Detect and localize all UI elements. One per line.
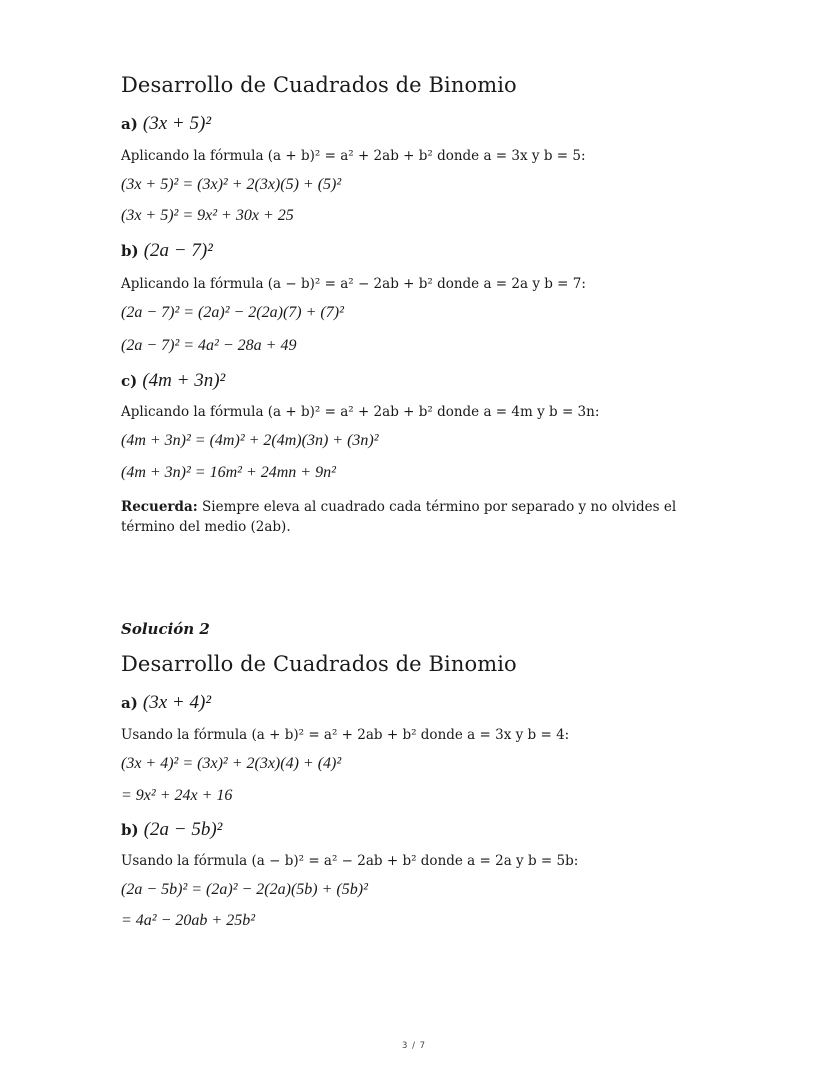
reminder-note	[121, 497, 711, 537]
section-title: Desarrollo de Cuadrados de Binomio	[121, 73, 517, 97]
problem-b-intro: Aplicando la fórmula (a − b)² = a² − 2ab + b² donde a = 2a y b = 7:	[121, 276, 586, 292]
problem-expression: (4m + 3n)²	[142, 370, 226, 391]
problem-a-step2: (3x + 5)² = 9x² + 30x + 25	[121, 207, 294, 224]
problem-label: c)	[121, 372, 138, 390]
problem-label: b)	[121, 821, 139, 839]
problem-a-heading	[121, 113, 211, 135]
problem-a-intro: Usando la fórmula (a + b)² = a² + 2ab + b² donde a = 3x y b = 4:	[121, 727, 570, 743]
problem-c-intro: Aplicando la fórmula (a + b)² = a² + 2ab + b² donde a = 4m y b = 3n:	[121, 404, 600, 420]
reminder-text: Siempre eleva al cuadrado cada término por separado y no olvides el término del medio (2ab).	[121, 499, 677, 535]
section-title: Desarrollo de Cuadrados de Binomio	[121, 652, 517, 676]
problem-expression: (3x + 5)²	[142, 113, 212, 134]
problem-expression: (2a − 7)²	[143, 240, 213, 261]
problem-b-heading	[121, 240, 213, 262]
problem-b-step2: = 4a² − 20ab + 25b²	[121, 912, 255, 929]
problem-a-intro: Aplicando la fórmula (a + b)² = a² + 2ab + b² donde a = 3x y b = 5:	[121, 148, 586, 164]
problem-a-heading	[121, 692, 211, 714]
problem-a-step1: (3x + 5)² = (3x)² + 2(3x)(5) + (5)²	[121, 176, 342, 193]
reminder-label: Recuerda:	[121, 499, 198, 515]
problem-c-step1: (4m + 3n)² = (4m)² + 2(4m)(3n) + (3n)²	[121, 432, 379, 449]
problem-b-step1: (2a − 5b)² = (2a)² − 2(2a)(5b) + (5b)²	[121, 881, 368, 898]
problem-expression: (3x + 4)²	[142, 692, 212, 713]
problem-a-step1: (3x + 4)² = (3x)² + 2(3x)(4) + (4)²	[121, 755, 342, 772]
problem-b-heading	[121, 819, 222, 841]
problem-expression: (2a − 5b)²	[143, 819, 223, 840]
problem-c-heading	[121, 370, 225, 392]
problem-label: a)	[121, 694, 138, 712]
problem-label: a)	[121, 115, 138, 133]
problem-a-step2: = 9x² + 24x + 16	[121, 787, 233, 804]
problem-c-step2: (4m + 3n)² = 16m² + 24mn + 9n²	[121, 464, 336, 481]
solution-label: Solución 2	[121, 620, 210, 638]
problem-b-step1: (2a − 7)² = (2a)² − 2(2a)(7) + (7)²	[121, 304, 344, 321]
problem-b-step2: (2a − 7)² = 4a² − 28a + 49	[121, 337, 297, 354]
problem-label: b)	[121, 242, 139, 260]
page-number: 3 / 7	[401, 1041, 427, 1051]
problem-b-intro: Usando la fórmula (a − b)² = a² − 2ab + b² donde a = 2a y b = 5b:	[121, 853, 579, 869]
